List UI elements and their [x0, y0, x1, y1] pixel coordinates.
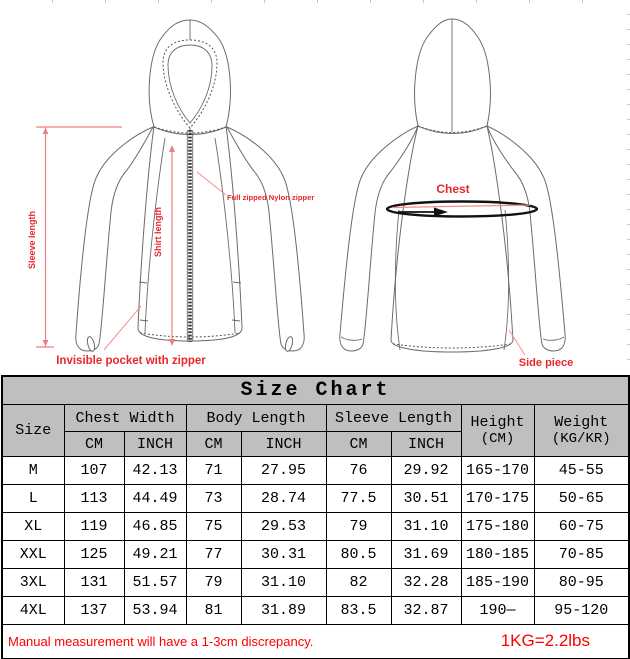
- value-cell: 31.10: [391, 513, 461, 541]
- value-cell: 137: [64, 597, 124, 625]
- value-cell: 80-95: [534, 569, 629, 597]
- value-cell: 50-65: [534, 485, 629, 513]
- col-header-size: Size: [2, 405, 64, 457]
- value-cell: 79: [326, 513, 391, 541]
- full-zipper-label: Full zipped Nylon zipper: [227, 193, 315, 202]
- value-cell: 71: [186, 457, 241, 485]
- weight-label-line1: Weight: [554, 414, 609, 431]
- front-view-drawing: [76, 20, 304, 352]
- size-cell: M: [2, 457, 64, 485]
- value-cell: 131: [64, 569, 124, 597]
- value-cell: 49.21: [124, 541, 186, 569]
- back-body-outline: [391, 126, 513, 352]
- size-cell: XL: [2, 513, 64, 541]
- value-cell: 125: [64, 541, 124, 569]
- pocket-pointer-line: [104, 306, 141, 350]
- unit-sleeve-cm: CM: [326, 432, 391, 457]
- value-cell: 45-55: [534, 457, 629, 485]
- value-cell: 29.92: [391, 457, 461, 485]
- value-cell: 79: [186, 569, 241, 597]
- height-label-line1: Height: [470, 414, 525, 431]
- side-piece-label: Side piece: [518, 357, 574, 369]
- col-header-height: [461, 405, 534, 457]
- value-cell: 32.87: [391, 597, 461, 625]
- table-row: [2, 541, 629, 569]
- value-cell: 107: [64, 457, 124, 485]
- value-cell: 80.5: [326, 541, 391, 569]
- value-cell: 165-170: [461, 457, 534, 485]
- value-cell: 28.74: [241, 485, 326, 513]
- value-cell: 51.57: [124, 569, 186, 597]
- size-chart-title: Size Chart: [2, 376, 629, 405]
- value-cell: 113: [64, 485, 124, 513]
- value-cell: 73: [186, 485, 241, 513]
- unit-body-cm: CM: [186, 432, 241, 457]
- value-cell: 60-75: [534, 513, 629, 541]
- value-cell: 53.94: [124, 597, 186, 625]
- size-cell: 4XL: [2, 597, 64, 625]
- weight-label-line2: (KG/KR): [551, 431, 611, 447]
- unit-sleeve-inch: INCH: [391, 432, 461, 457]
- value-cell: 75: [186, 513, 241, 541]
- size-chart-table: [1, 375, 630, 659]
- value-cell: 32.28: [391, 569, 461, 597]
- value-cell: 81: [186, 597, 241, 625]
- value-cell: 46.85: [124, 513, 186, 541]
- value-cell: 31.69: [391, 541, 461, 569]
- sleeve-dim-arrow-bottom: [43, 340, 49, 346]
- value-cell: 44.49: [124, 485, 186, 513]
- unit-body-inch: INCH: [241, 432, 326, 457]
- shirt-length-label: Shirt length: [153, 207, 163, 257]
- value-cell: 170-175: [461, 485, 534, 513]
- size-cell: 3XL: [2, 569, 64, 597]
- value-cell: 95-120: [534, 597, 629, 625]
- measurement-note: Manual measurement will have a 1-3cm discrepancy.: [8, 634, 314, 649]
- table-row: [2, 513, 629, 541]
- value-cell: 31.89: [241, 597, 326, 625]
- col-header-sleeve-length: Sleeve Length: [326, 405, 461, 432]
- value-cell: 31.10: [241, 569, 326, 597]
- kg-conversion-note: 1KG=2.2lbs: [500, 631, 591, 650]
- height-label-line2: (CM): [480, 431, 515, 447]
- table-row: [2, 485, 629, 513]
- col-header-chest-width: Chest Width: [64, 405, 186, 432]
- value-cell: 42.13: [124, 457, 186, 485]
- size-cell: L: [2, 485, 64, 513]
- value-cell: 76: [326, 457, 391, 485]
- value-cell: 77.5: [326, 485, 391, 513]
- unit-chest-cm: CM: [64, 432, 124, 457]
- col-header-weight: [534, 405, 629, 457]
- shirt-dim-arrow-bottom: [169, 339, 175, 346]
- value-cell: 190—: [461, 597, 534, 625]
- value-cell: 30.31: [241, 541, 326, 569]
- back-hood-outline: [415, 19, 491, 134]
- sleeve-dim-arrow-top: [43, 128, 49, 134]
- value-cell: 180-185: [461, 541, 534, 569]
- value-cell: 185-190: [461, 569, 534, 597]
- col-header-body-length: Body Length: [186, 405, 326, 432]
- table-row: [2, 569, 629, 597]
- value-cell: 82: [326, 569, 391, 597]
- size-table-body: [2, 457, 629, 625]
- chest-label: Chest: [436, 182, 470, 196]
- table-row: [2, 597, 629, 625]
- invisible-pocket-label: Invisible pocket with zipper: [56, 355, 206, 367]
- table-footer: [2, 625, 629, 659]
- value-cell: 27.95: [241, 457, 326, 485]
- value-cell: 175-180: [461, 513, 534, 541]
- value-cell: 70-85: [534, 541, 629, 569]
- size-cell: XXL: [2, 541, 64, 569]
- value-cell: 77: [186, 541, 241, 569]
- value-cell: 83.5: [326, 597, 391, 625]
- value-cell: 29.53: [241, 513, 326, 541]
- unit-chest-inch: INCH: [124, 432, 186, 457]
- value-cell: 119: [64, 513, 124, 541]
- table-row: [2, 457, 629, 485]
- sleeve-length-label: Sleeve length: [27, 210, 37, 270]
- value-cell: 30.51: [391, 485, 461, 513]
